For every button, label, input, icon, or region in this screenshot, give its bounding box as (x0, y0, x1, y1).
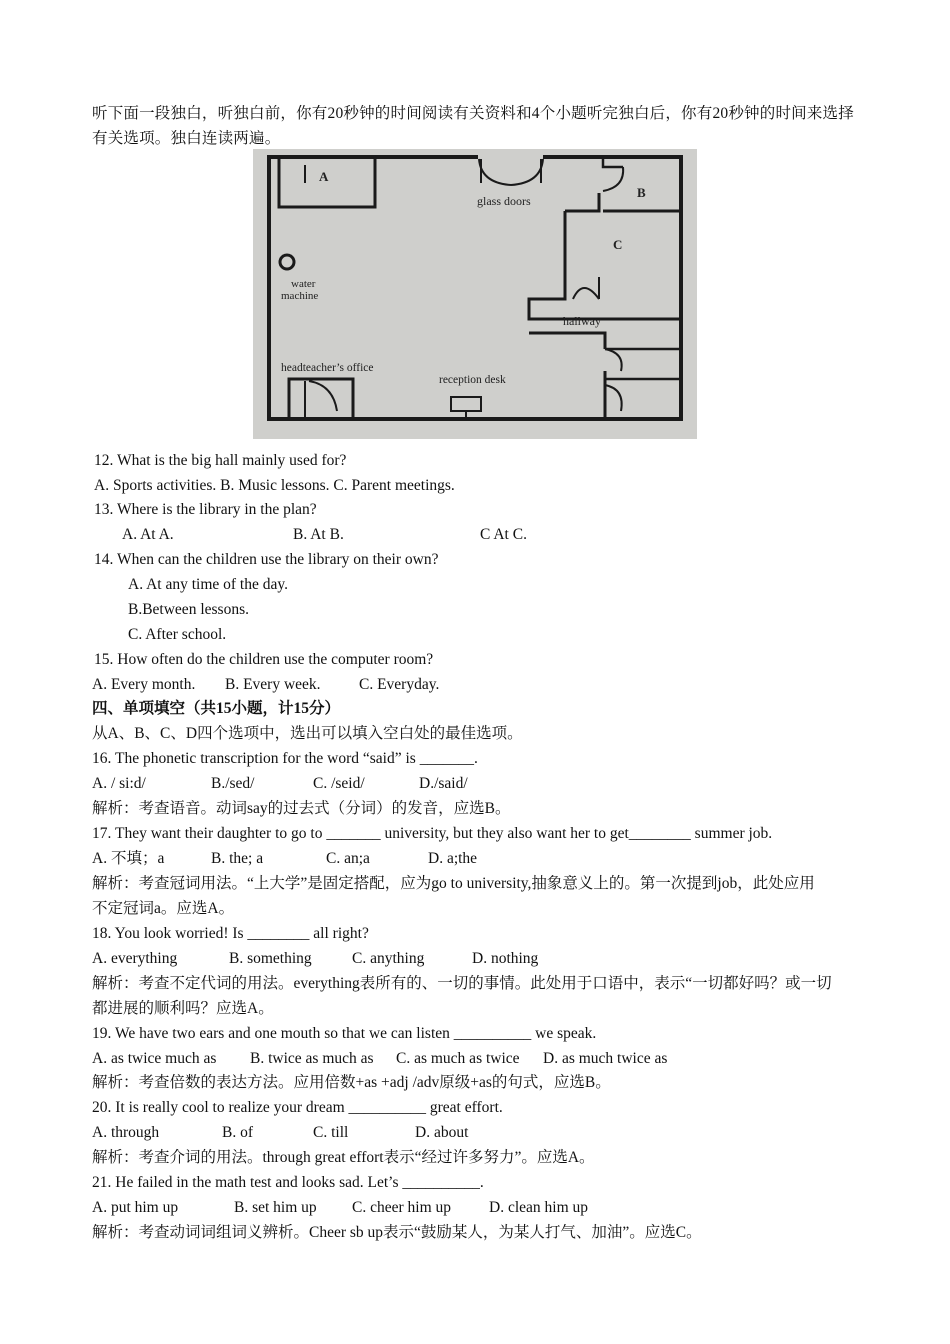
question-16-option-d: D./said/ (419, 775, 468, 792)
question-16-stem: 16. The phonetic transcription for the word “said” is _______. (92, 750, 478, 767)
question-16-explanation: 解析：考查语音。动词say的过去式（分词）的发音，应选B。 (92, 800, 511, 817)
question-12-stem: 12. What is the big hall mainly used for? (94, 452, 347, 469)
question-17-stem: 17. They want their daughter to go to _______ university, but they also want her to get________ summer job. (92, 825, 773, 842)
question-17-option-b: B. the; a (211, 850, 264, 867)
plan-label-headteacher-office: headteacher’s office (281, 362, 374, 374)
question-19-option-c: C. as much as twice (396, 1050, 520, 1067)
question-15-option-b: B. Every week. (225, 676, 321, 693)
section-4-instruction: 从A、B、C、D四个选项中，选出可以填入空白处的最佳选项。 (92, 725, 523, 742)
question-13-option-c: C At C. (480, 526, 527, 543)
question-21-explanation: 解析：考查动词词组词义辨析。Cheer sb up表示“鼓励某人，为某人打气、加油”。应选C。 (92, 1224, 702, 1241)
question-20-option-b: B. of (222, 1124, 253, 1141)
question-18-explanation-line2: 都进展的顺利吗？应选A。 (92, 1000, 274, 1017)
question-20-explanation: 解析：考查介词的用法。through great effort表示“经过许多努力”。应选A。 (92, 1149, 595, 1166)
question-19-option-d: D. as much twice as (543, 1050, 668, 1067)
question-18-explanation-line1: 解析：考查不定代词的用法。everything表所有的、一切的事情。此处用于口语中，表示“一切都好吗？或一切 (92, 975, 832, 992)
question-17-explanation-line1: 解析：考查冠词用法。“上大学”是固定搭配，应为go to university,抽象意义上的。第一次提到job，此处应用 (92, 875, 815, 892)
question-13-stem: 13. Where is the library in the plan? (94, 501, 317, 518)
question-15-stem: 15. How often do the children use the computer room? (94, 651, 434, 668)
question-15-option-c: C. Everyday. (359, 676, 440, 693)
question-21-stem: 21. He failed in the math test and looks sad. Let’s __________. (92, 1174, 484, 1191)
question-17-explanation-line2: 不定冠词a。应选A。 (92, 900, 235, 917)
question-21-option-c: C. cheer him up (352, 1199, 452, 1216)
question-20-option-a: A. through (92, 1124, 160, 1141)
section-4-title: 四、单项填空（共15小题，计15分） (92, 700, 341, 717)
question-13-option-b: B. At B. (293, 526, 344, 543)
plan-label-water: water (291, 278, 316, 290)
question-14-option-c: C. After school. (128, 626, 227, 643)
question-16-option-b: B./sed/ (211, 775, 255, 792)
question-17-option-a: A. 不填；a (92, 850, 165, 867)
plan-label-machine: machine (281, 290, 319, 302)
question-20-option-c: C. till (313, 1124, 349, 1141)
question-18-option-c: C. anything (352, 950, 425, 967)
question-20-option-d: D. about (415, 1124, 469, 1141)
question-17-option-d: D. a;the (428, 850, 478, 867)
question-19-option-a: A. as twice much as (92, 1050, 217, 1067)
question-19-stem: 19. We have two ears and one mouth so that we can listen __________ we speak. (92, 1025, 597, 1042)
question-14-option-a: A. At any time of the day. (128, 576, 288, 593)
question-18-option-b: B. something (229, 950, 312, 967)
question-18-option-d: D. nothing (472, 950, 539, 967)
question-19-option-b: B. twice as much as (250, 1050, 374, 1067)
floor-plan-drawing (253, 149, 697, 439)
school-floor-plan (253, 149, 697, 439)
question-21-option-a: A. put him up (92, 1199, 179, 1216)
question-14-stem: 14. When can the children use the library on their own? (94, 551, 439, 568)
question-12-options: A. Sports activities. B. Music lessons. C. Parent meetings. (94, 477, 455, 494)
plan-label-hallway: hallway (563, 314, 601, 328)
plan-label-reception-desk: reception desk (439, 374, 506, 386)
question-20-stem: 20. It is really cool to realize your dream __________ great effort. (92, 1099, 503, 1116)
plan-label-room-b: B (637, 185, 646, 200)
plan-label-room-c: C (613, 237, 623, 252)
question-15-option-a: A. Every month. (92, 676, 196, 693)
question-18-stem: 18. You look worried! Is ________ all right? (92, 925, 369, 942)
question-16-option-a: A. / si:d/ (92, 775, 146, 792)
question-17-option-c: C. an;a (326, 850, 370, 867)
listening-instructions: 听下面一段独白，听独白前，你有20秒钟的时间阅读有关资料和4个小题听完独白后，你有20秒钟的时间来选择有关选项。独白连读两遍。 (92, 105, 854, 147)
question-16-option-c: C. /seid/ (313, 775, 365, 792)
question-21-option-d: D. clean him up (489, 1199, 589, 1216)
question-21-option-b: B. set him up (234, 1199, 317, 1216)
question-13-option-a: A. At A. (122, 526, 174, 543)
question-18-option-a: A. everything (92, 950, 178, 967)
question-14-option-b: B.Between lessons. (128, 601, 249, 618)
question-19-explanation: 解析：考查倍数的表达方法。应用倍数+as +adj /adv原级+as的句式，应选B。 (92, 1074, 611, 1091)
plan-label-room-a: A (319, 169, 329, 184)
plan-label-glass-doors: glass doors (477, 194, 531, 208)
